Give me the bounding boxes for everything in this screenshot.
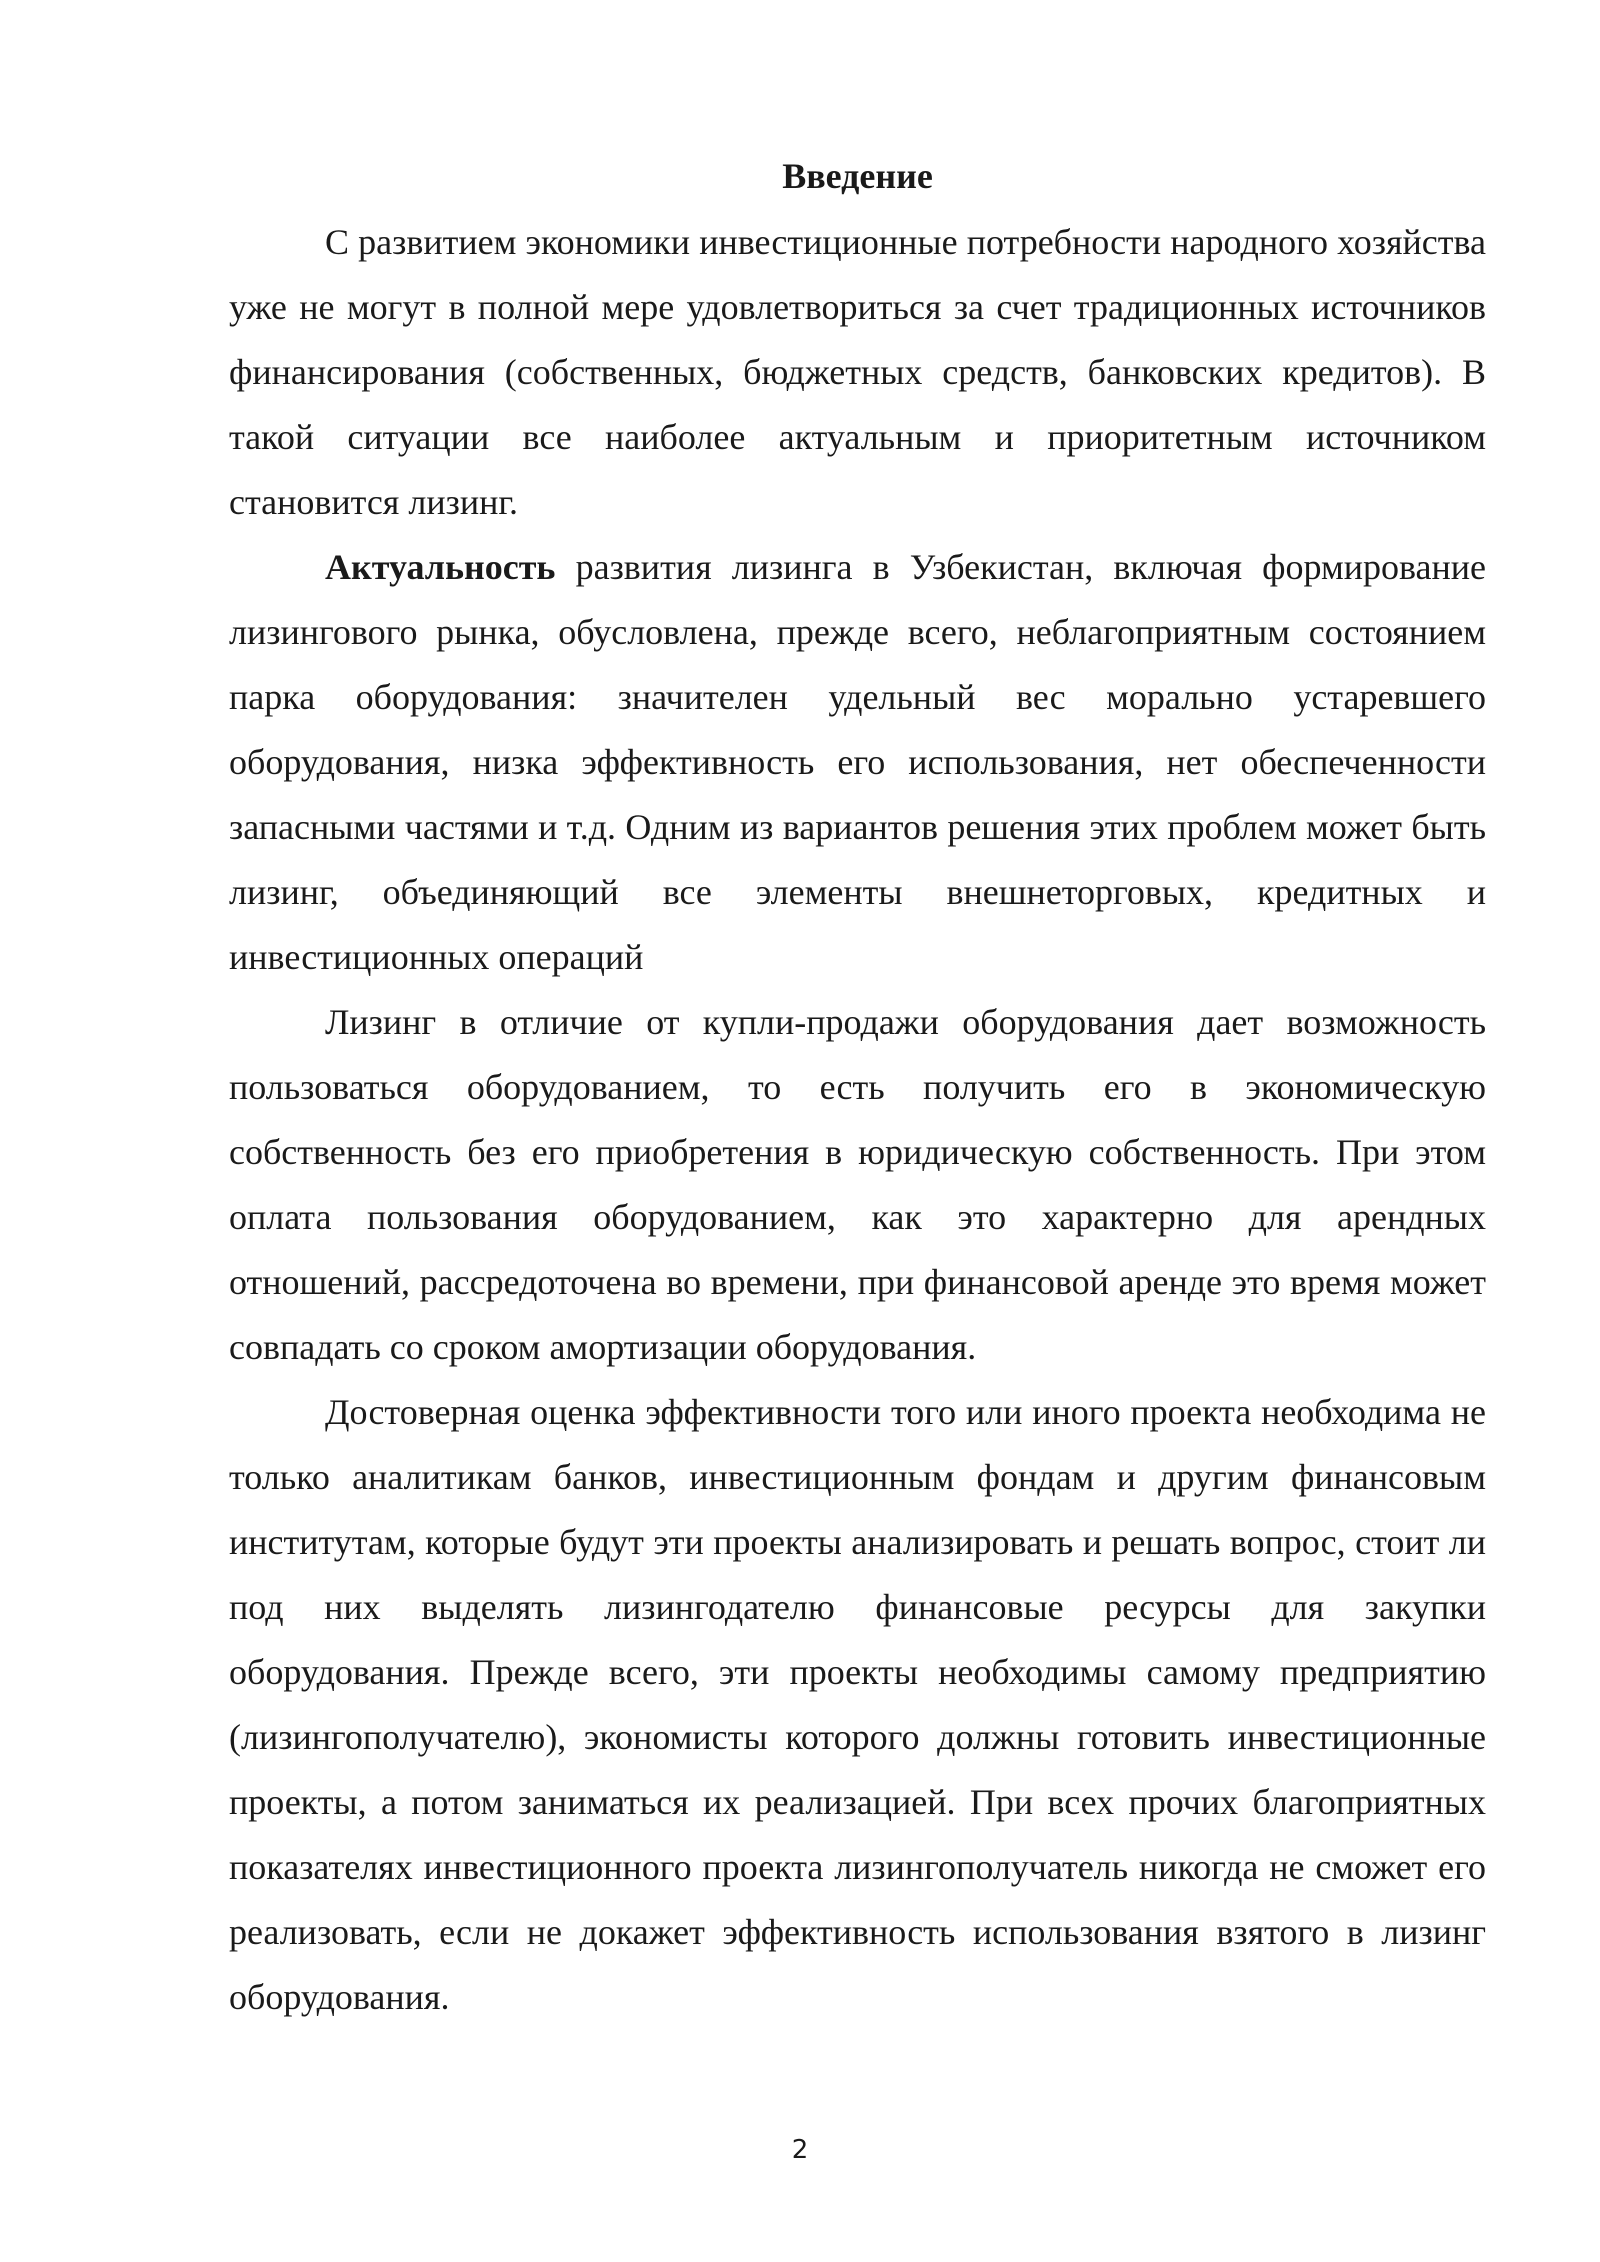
paragraph-1 xyxy=(229,210,1486,535)
paragraph-3 xyxy=(229,990,1486,1380)
paragraph-2-lead-bold: Актуальность xyxy=(325,547,556,587)
paragraph-2-text: развития лизинга в Узбекистан, включая формирование лизингового рынка, обусловлена, прежде всего, неблагоприятным состоянием парка оборудования: значителен удельный вес морально устаревшего оборудования, низка эффективность его использования, нет обеспеченности запасными частями и т.д. Одним из вариантов решения этих проблем может быть лизинг, объединяющий все элементы внешнеторговых, кредитных и инвестиционных операций xyxy=(229,547,1486,977)
body-text xyxy=(229,210,1486,2030)
paragraph-3-text: Лизинг в отличие от купли-продажи оборудования дает возможность пользоваться оборудованием, то есть получить его в экономическую собственность без его приобретения в юридическую собственность. При этом оплата пользования оборудованием, как это характерно для арендных отношений, рассредоточена во времени, при финансовой аренде это время может совпадать со сроком амортизации оборудования. xyxy=(229,1002,1486,1367)
paragraph-1-text: С развитием экономики инвестиционные потребности народного хозяйства уже не могут в полной мере удовлетвориться за счет традиционных источников финансирования (собственных, бюджетных средств, банковских кредитов). В такой ситуации все наиболее актуальным и приоритетным источником становится лизинг. xyxy=(229,222,1486,522)
paragraph-4-text: Достоверная оценка эффективности того или иного проекта необходима не только аналитикам банков, инвестиционным фондам и другим финансовым институтам, которые будут эти проекты анализировать и решать вопрос, стоит ли под них выделять лизингодателю финансовые ресурсы для закупки оборудования. Прежде всего, эти проекты необходимы самому предприятию (лизингополучателю), экономисты которого должны готовить инвестиционные проекты, а потом заниматься их реализацией. При всех прочих благоприятных показателях инвестиционного проекта лизингополучатель никогда не сможет его реализовать, если не докажет эффективность использования взятого в лизинг оборудования. xyxy=(229,1392,1486,2017)
paragraph-4 xyxy=(229,1380,1486,2030)
section-title: Введение xyxy=(782,156,933,196)
paragraph-2 xyxy=(229,535,1486,990)
page-number: 2 xyxy=(791,2135,809,2165)
